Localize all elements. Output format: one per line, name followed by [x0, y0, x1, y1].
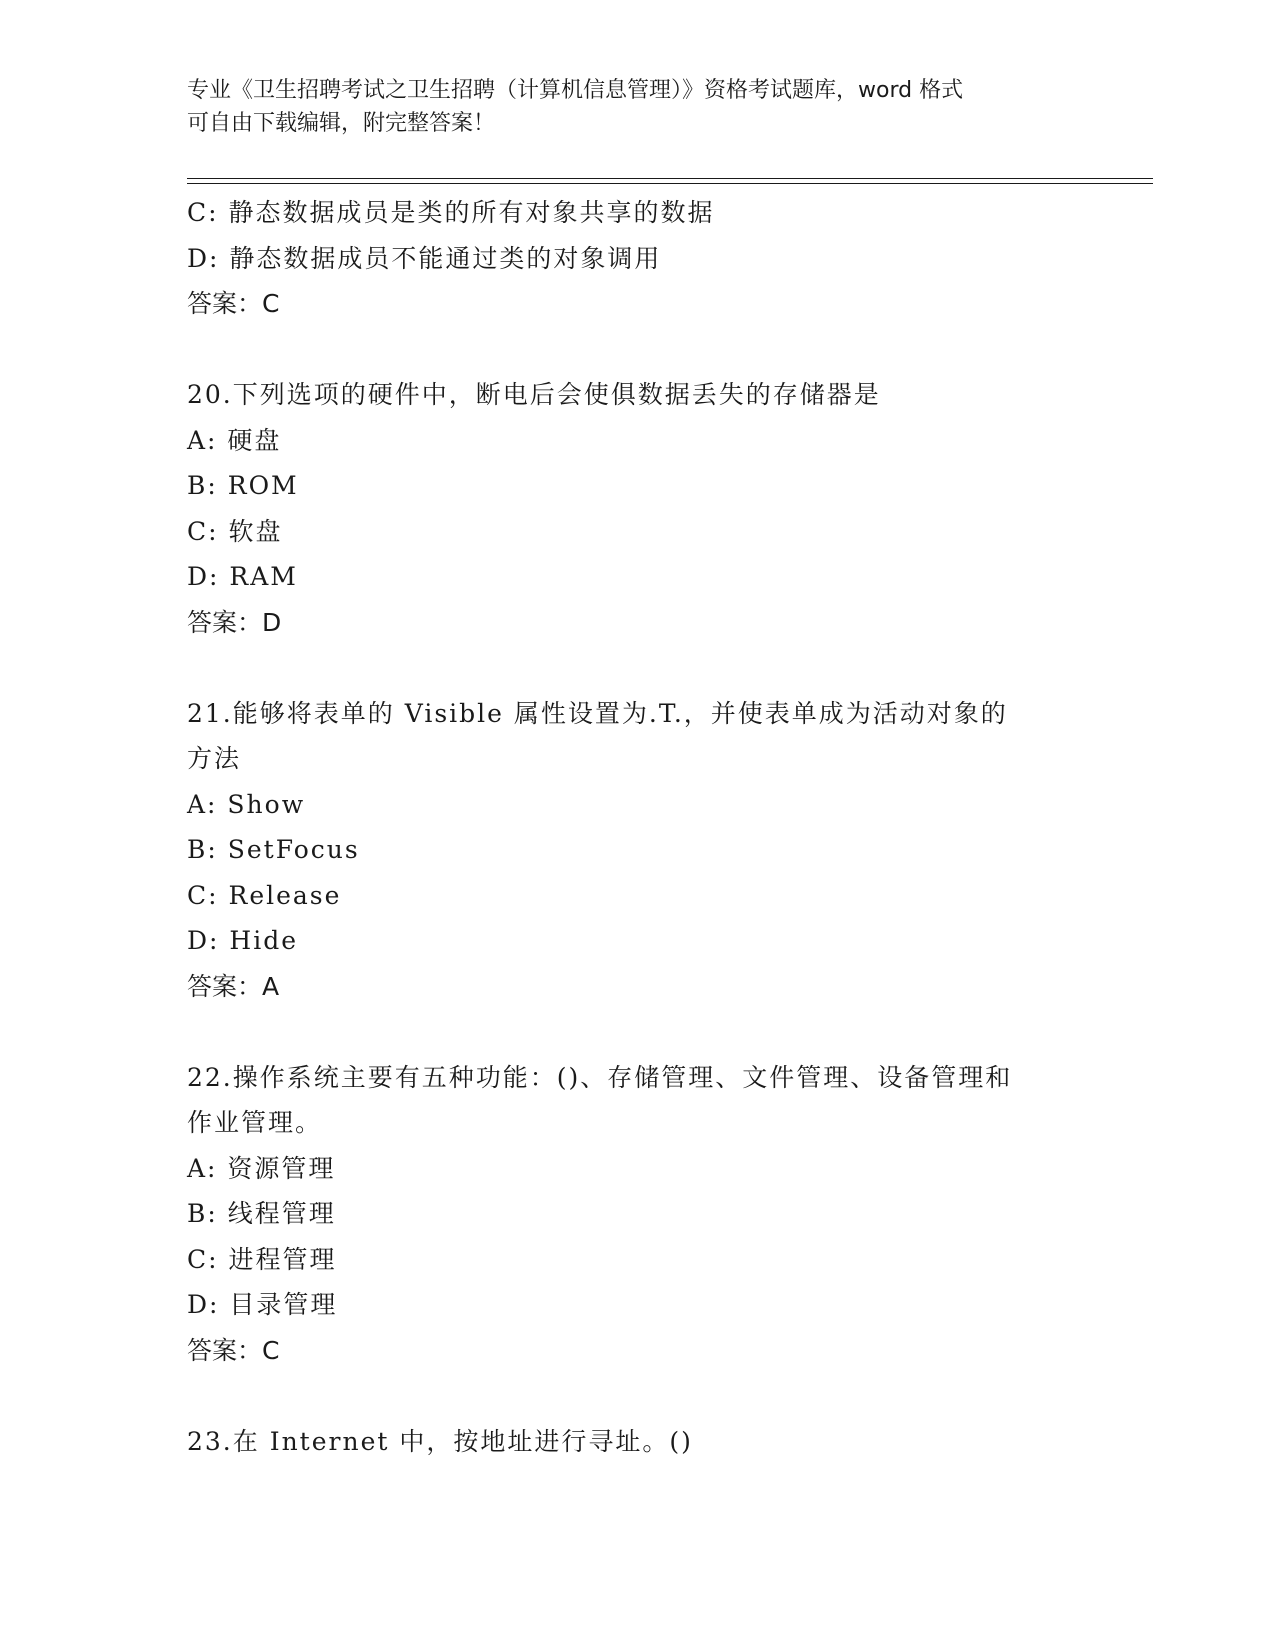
- answer-label: 答案：C: [187, 289, 280, 318]
- option-d: D: Hide: [187, 926, 299, 955]
- option-c: C: Release: [187, 880, 342, 910]
- option-b: B: 线程管理: [187, 1199, 336, 1228]
- answer-label: 答案：C: [187, 1335, 280, 1365]
- spacer: [187, 327, 1087, 373]
- answer-label: 答案：D: [187, 607, 282, 637]
- question-22: [187, 1055, 1087, 1374]
- option-d: D: RAM: [187, 562, 298, 591]
- question-text-continued: 作业管理。: [187, 1108, 323, 1137]
- option-a: A: Show: [187, 789, 306, 819]
- question-20: [187, 372, 1087, 645]
- option-c: C: 进程管理: [187, 1244, 337, 1274]
- option-b: B: SetFocus: [187, 835, 360, 864]
- question-text: 23.在 Internet 中，按地址进行寻址。(): [187, 1426, 693, 1456]
- option-a: A: 资源管理: [187, 1153, 336, 1183]
- question-fragment: [187, 190, 1087, 327]
- header-line-2: 可自由下载编辑，附完整答案！: [187, 111, 496, 136]
- question-text: 22.操作系统主要有五种功能：()、存储管理、文件管理、设备管理和: [187, 1062, 1013, 1092]
- question-text: 20.下列选项的硬件中，断电后会使俱数据丢失的存储器是: [187, 380, 881, 409]
- spacer: [187, 1009, 1087, 1055]
- option-b: B: ROM: [187, 471, 299, 500]
- option-a: A: 硬盘: [187, 425, 282, 455]
- header-divider-bottom: [187, 183, 1153, 184]
- answer-label: 答案：A: [187, 971, 280, 1001]
- spacer: [187, 645, 1087, 691]
- option-d: D: 目录管理: [187, 1290, 338, 1319]
- question-21: [187, 691, 1087, 1010]
- option-c: C: 静态数据成员是类的所有对象共享的数据: [187, 198, 715, 227]
- option-d: D: 静态数据成员不能通过类的对象调用: [187, 243, 662, 273]
- question-text: 21.能够将表单的 Visible 属性设置为.T.，并使表单成为活动对象的: [187, 698, 1008, 728]
- option-c: C: 软盘: [187, 516, 283, 546]
- document-header: [187, 74, 1087, 140]
- question-list: [187, 190, 1087, 1464]
- header-line-1: 专业《卫生招聘考试之卫生招聘（计算机信息管理）》资格考试题库，word 格式: [187, 78, 964, 103]
- question-text-continued: 方法: [187, 744, 242, 773]
- header-divider-top: [187, 178, 1153, 179]
- spacer: [187, 1373, 1087, 1419]
- question-23: [187, 1419, 1087, 1465]
